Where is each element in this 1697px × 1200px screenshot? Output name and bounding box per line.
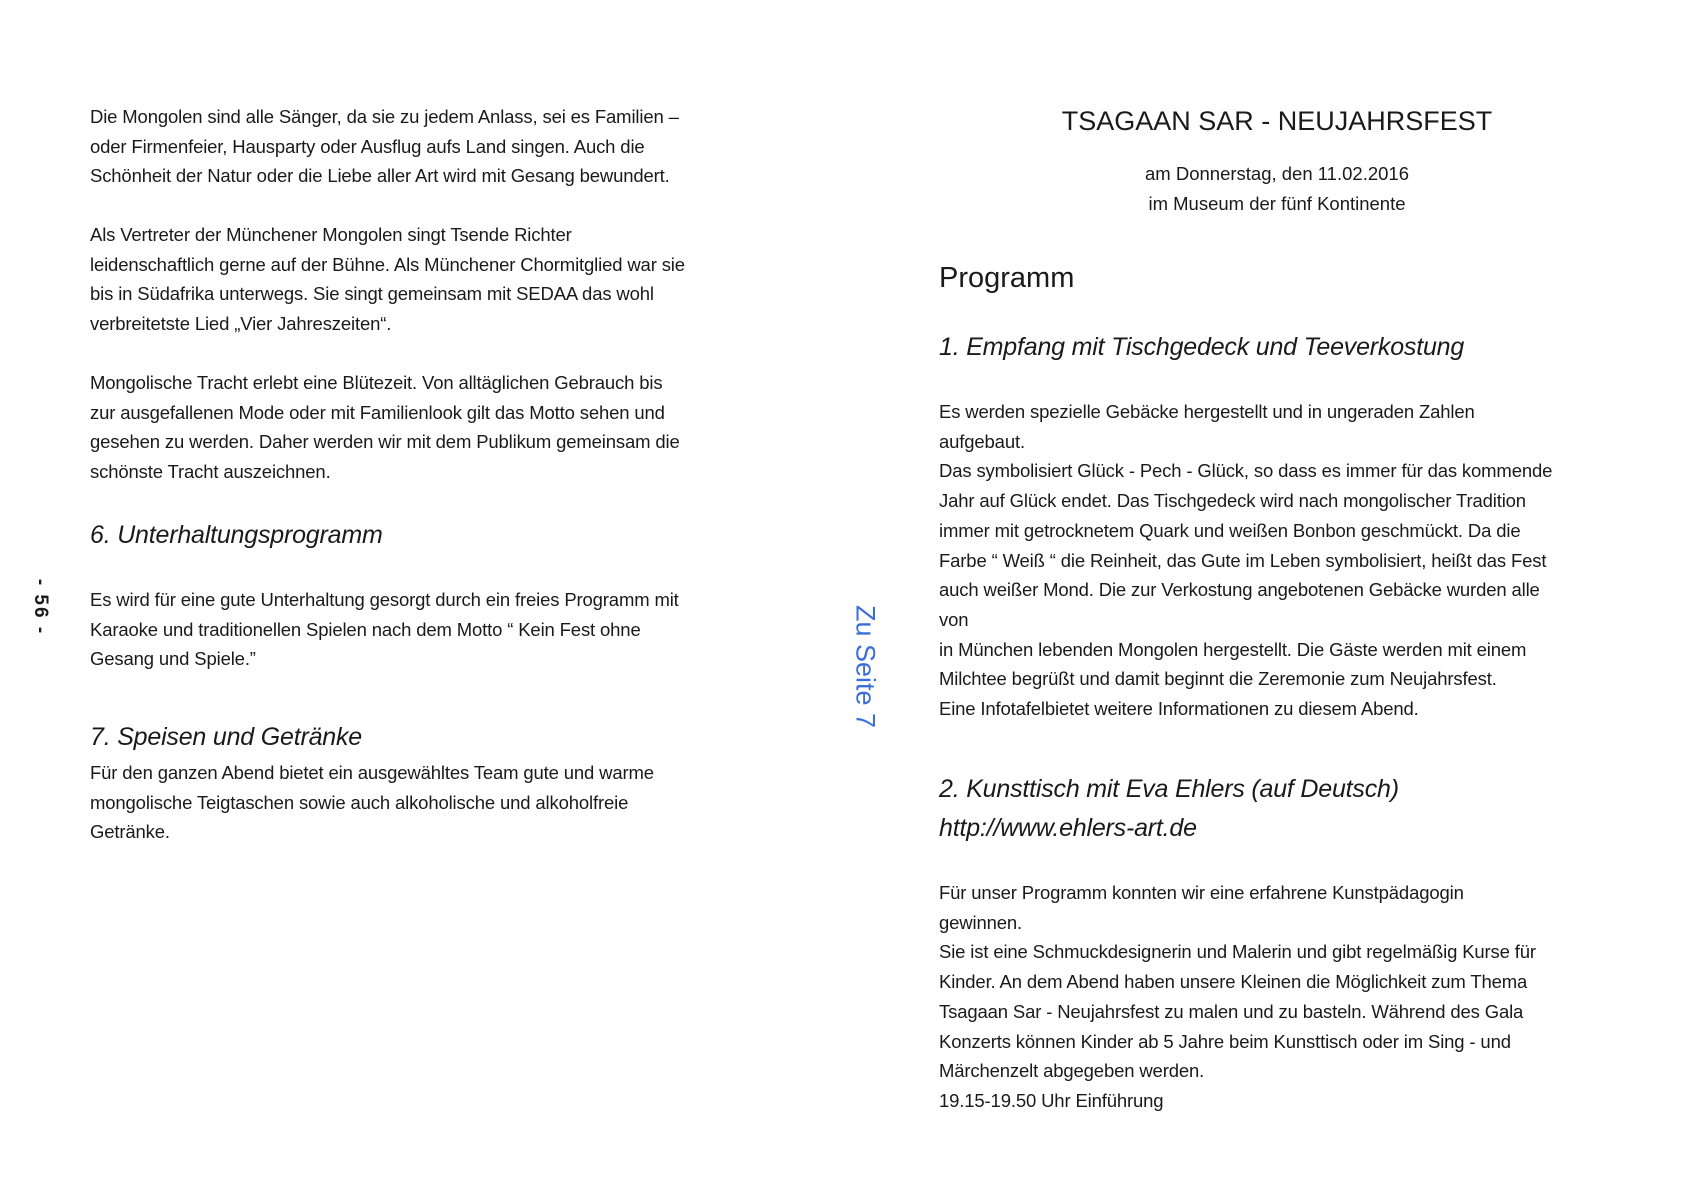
text-line: Die Mongolen sind alle Sänger, da sie zu jedem Anlass, sei es Familien –: [90, 106, 679, 127]
section-heading: 6. Unterhaltungsprogramm: [90, 521, 383, 549]
text-line: Es werden spezielle Gebäcke hergestellt und in ungeraden Zahlen: [939, 401, 1475, 422]
text-line: Getränke.: [90, 821, 170, 843]
section-heading: 7. Speisen und Getränke: [90, 723, 362, 751]
paragraph: [939, 397, 1552, 724]
text-line: auch weißer Mond. Die zur Verkostung angebotenen Gebäcke wurden alle: [939, 579, 1540, 601]
text-line: leidenschaftlich gerne auf der Bühne. Als Münchener Chormitglied war sie: [90, 253, 685, 275]
url-link[interactable]: http://www.ehlers-art.de: [939, 814, 1197, 842]
programm-heading: Programm: [939, 262, 1075, 294]
paragraph: [90, 102, 679, 191]
text-line: Konzerts können Kinder ab 5 Jahre beim Kunsttisch oder im Sing - und: [939, 1030, 1511, 1052]
text-line: Als Vertreter der Münchener Mongolen singt Tsende Richter: [90, 224, 572, 245]
text-line: 19.15-19.50 Uhr Einführung: [939, 1089, 1164, 1111]
text-line: Schönheit der Natur oder die Liebe aller Art wird mit Gesang bewundert.: [90, 165, 670, 187]
venue-line: im Museum der fünf Kontinente: [1148, 193, 1406, 214]
text-line: verbreitetste Lied „Vier Jahreszeiten“.: [90, 313, 392, 335]
text-line: Für unser Programm konnten wir eine erfahrene Kunstpädagogin: [939, 882, 1464, 903]
paragraph: [90, 758, 654, 847]
text-line: schönste Tracht auszeichnen.: [90, 461, 331, 483]
text-line: Tsagaan Sar - Neujahrsfest zu malen und zu basteln. Während des Gala: [939, 1000, 1524, 1022]
text-line: Märchenzelt abgegeben werden.: [939, 1060, 1205, 1082]
document-title: TSAGAAN SAR - NEUJAHRSFEST: [1061, 106, 1493, 136]
paragraph: [90, 368, 680, 487]
section-heading: 2. Kunsttisch mit Eva Ehlers (auf Deutsch): [939, 775, 1399, 803]
text-line: immer mit getrocknetem Quark und weißen Bonbon geschmückt. Da die: [939, 519, 1521, 541]
paragraph: [90, 220, 685, 339]
text-line: Das symbolisiert Glück - Pech - Glück, so dass es immer für das kommende: [939, 460, 1553, 482]
link-zu-seite-7[interactable]: Zu Seite 7: [850, 604, 881, 729]
text-line: Gesang und Spiele.”: [90, 648, 256, 670]
section-heading: 1. Empfang mit Tischgedeck und Teeverkostung: [939, 333, 1465, 361]
text-line: Karaoke und traditionellen Spielen nach dem Motto “ Kein Fest ohne: [90, 618, 641, 640]
text-line: Es wird für eine gute Unterhaltung gesorgt durch ein freies Programm mit: [90, 589, 679, 610]
text-line: bis in Südafrika unterwegs. Sie singt gemeinsam mit SEDAA das wohl: [90, 283, 654, 305]
text-line: aufgebaut.: [939, 430, 1025, 452]
text-line: von: [939, 608, 969, 630]
text-line: in München lebenden Mongolen hergestellt. Die Gäste werden mit einem: [939, 638, 1527, 660]
text-line: Kinder. An dem Abend haben unsere Kleinen die Möglichkeit zum Thema: [939, 971, 1528, 993]
text-line: Für den ganzen Abend bietet ein ausgewähltes Team gute und warme: [90, 762, 654, 783]
text-line: Milchtee begrüßt und damit beginnt die Zeremonie zum Neujahrsfest.: [939, 668, 1497, 690]
text-line: Jahr auf Glück endet. Das Tischgedeck wird nach mongolischer Tradition: [939, 490, 1526, 512]
text-line: gesehen zu werden. Daher werden wir mit dem Publikum gemeinsam die: [90, 431, 680, 453]
page-number: - 56 -: [30, 578, 52, 636]
date-line: am Donnerstag, den 11.02.2016: [1145, 163, 1409, 184]
text-line: Mongolische Tracht erlebt eine Blütezeit. Von alltäglichen Gebrauch bis: [90, 372, 663, 393]
text-line: Sie ist eine Schmuckdesignerin und Malerin und gibt regelmäßig Kurse für: [939, 941, 1536, 963]
text-line: gewinnen.: [939, 911, 1022, 933]
text-line: oder Firmenfeier, Hausparty oder Ausflug aufs Land singen. Auch die: [90, 135, 645, 157]
text-line: mongolische Teigtaschen sowie auch alkoholische und alkoholfreie: [90, 791, 629, 813]
text-line: zur ausgefallenen Mode oder mit Familienlook gilt das Motto sehen und: [90, 401, 665, 423]
paragraph: [90, 585, 679, 674]
text-line: Eine Infotafelbietet weitere Informationen zu diesem Abend.: [939, 698, 1419, 720]
text-line: Farbe “ Weiß “ die Reinheit, das Gute im Leben symbolisiert, heißt das Fest: [939, 549, 1547, 571]
paragraph: [939, 878, 1536, 1116]
